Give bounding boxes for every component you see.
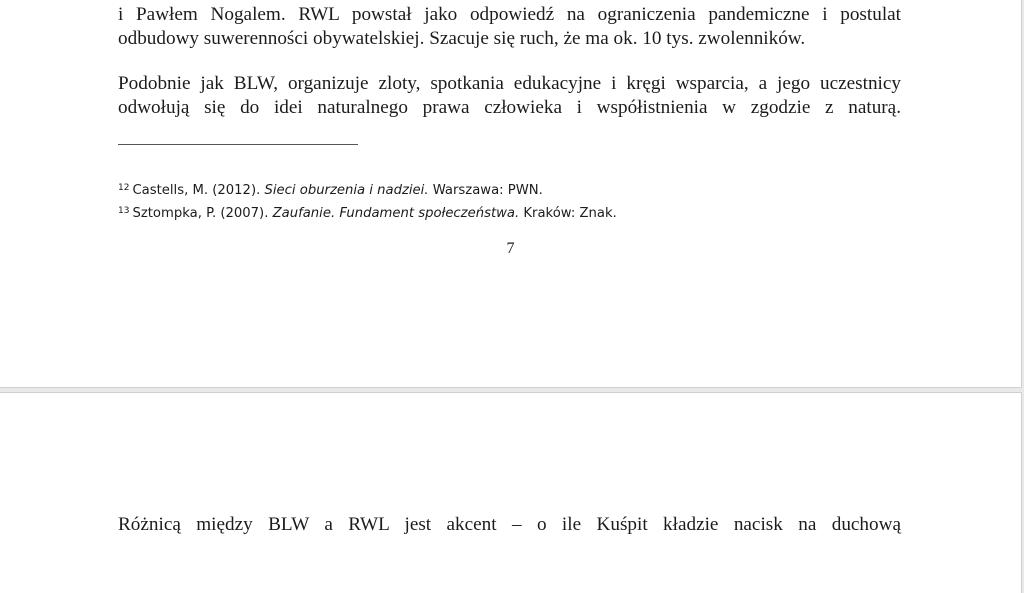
text-line: odbudowy suwerenności obywatelskiej. Szacuje się ruch, że ma ok. 10 tys. zwolenników.	[118, 28, 806, 49]
footnote-author: Castells, M. (2012).	[132, 183, 261, 198]
footnote-title: Zaufanie. Fundament społeczeństwa.	[272, 206, 520, 221]
text-line: Różnicą między BLW a RWL jest akcent – o ile Kuśpit kładzie nacisk na duchową	[118, 514, 901, 535]
paragraph-rwl-origin	[118, 0, 901, 51]
footnote-title: Sieci oburzenia i nadziei.	[264, 183, 429, 198]
footnote-separator	[118, 144, 358, 145]
paragraph-blw-rwl-difference	[118, 513, 901, 537]
text-line: odwołują się do idei naturalnego prawa człowieka i współistnienia w zgodzie z naturą.	[118, 97, 901, 118]
footnote-12	[118, 178, 898, 201]
document-page-8	[0, 392, 1022, 593]
footnote-publisher: Warszawa: PWN.	[432, 183, 543, 198]
footnote-number: 13	[118, 206, 130, 216]
text-line: Podobnie jak BLW, organizuje zloty, spotkania edukacyjne i kręgi wsparcia, a jego uczestnicy	[118, 73, 901, 94]
text-line: i Pawłem Nogalem. RWL powstał jako odpowiedź na ograniczenia pandemiczne i postulat	[118, 4, 901, 25]
footnotes	[118, 178, 898, 224]
footnote-publisher: Kraków: Znak.	[523, 206, 617, 221]
footnote-13	[118, 201, 898, 224]
footnote-number: 12	[118, 183, 130, 193]
page-number: 7	[506, 240, 515, 257]
paragraph-rwl-activities	[118, 72, 901, 120]
footnote-author: Sztompka, P. (2007).	[132, 206, 269, 221]
